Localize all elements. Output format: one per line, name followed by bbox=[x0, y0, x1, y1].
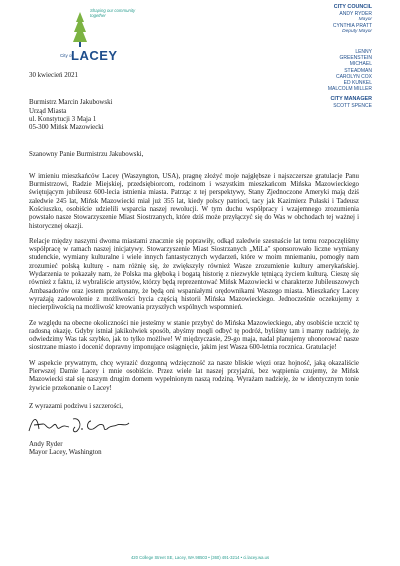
council-heading: CITY COUNCIL bbox=[333, 4, 372, 10]
logo-city-of: City of bbox=[60, 53, 73, 58]
council-member: MICHAEL bbox=[349, 61, 372, 68]
letter-paragraph: Relacje między naszymi dwoma miastami znacznie się poprawiły, odkąd zaledwie szesnaście lat temu rozpoczęliśmy współpracę w ramach naszej inicjatywy. Stowarzyszenie Miast Siostrzanych „MiLa" sponsorowało liczne wymiany studenckie, wymiany kulturalne i wiele innych fantastycznych wydarzeń, które w moim mniemaniu, pomogły nam zrozumieć polską kulturę - nam różnię się, że zwiększyły również Wasze zrozumienie kultury amerykańskiej. Wydarzenia te pokazały nam, że Polska ma głęboką i bogatą historię z niezwykle tętniącą życiem kulturą. Cieszę się również z faktu, iż wybraliście artystów, którzy będą reprezentować Mińsk Mazowiecki w charakterze Jubileuszowych Ambasadorów oraz jestem przekonany, że będą oni wspaniałymi orędownikami Waszego miasta. Mieszkańcy Lacey wyrażają zadowolenie z możliwości bycia częścią historii Mińska Mazowieckiego. Jednocześnie oczekujemy z niecierpliwością na możliwość kreowania przyszłych wspólnych wspomnień. bbox=[29, 237, 359, 312]
letter-paragraph: W imieniu mieszkańców Lacey (Waszyngton, USA), pragnę złożyć moje najgłębsze i najszczersze gratulacje Panu Burmistrzowi, Radzie Miejskiej, przedsiębiorcom, rodzinom i wszystkim mieszkańcom Mińska Mazowieckiego świętującym jubileusz 600-lecia istnienia miasta. Patrząc z tej perspektywy, Stany Zjednoczone Ameryki mają dziś zaledwie 245 lat, Mińsk Mazowiecki miał już 355 lat, kiedy polscy patrioci, tacy jak Kazimierz Pułaski i Tadeusz Kościuszko, osobiście udzielili wsparcia naszej rewolucji. W tym duchu współpracy i wzajemnego zrozumienia powstało nasze Stowarzyszenie Miast Siostrzanych, które dziś może przyłączyć się do Was w obchodach tej ważnej i historycznej okazji. bbox=[29, 172, 359, 230]
tree-logo-icon bbox=[72, 10, 88, 48]
council-member: GREENSTEIN bbox=[339, 55, 372, 62]
mayor-title: Mayor bbox=[358, 16, 372, 22]
deputy-mayor-name: CYNTHIA PRATT bbox=[332, 22, 372, 29]
recipient-line: ul. Konstytucji 3 Maja 1 bbox=[29, 115, 97, 123]
handwritten-signature bbox=[25, 413, 135, 437]
footer-contact: 420 College Street SE, Lacey, WA 98503 • (360) 491-3214 • ci.lacey.wa.us bbox=[130, 555, 270, 560]
council-member: ED KUNKEL bbox=[343, 79, 372, 86]
letter-paragraph: Ze względu na obecne okoliczności nie jesteśmy w stanie przybyć do Mińska Mazowieckiego, aby osobiście uczcić tę radosną okazję. Gdyby istniał jakikolwiek sposób, abyśmy mogli odbyć tę podróż, byliśmy tam i mamy nadzieję, że odwiedzimy Was tak szybko, jak to tylko możliwe! W międzyczasie, 29-go maja, nadal planujemy uhonorować nasze siostrzane miasto i docenić dopravny imponujące osiągnięcie, jakim jest Wasza 600-letnia rocznica. Gratulacje! bbox=[29, 319, 359, 352]
council-member: STEADMAN bbox=[344, 67, 372, 74]
signer-name: Andy Ryder bbox=[29, 440, 63, 448]
city-logo bbox=[28, 8, 136, 63]
letter-body bbox=[29, 72, 359, 457]
recipient-address bbox=[29, 99, 359, 132]
mayor-name: ANDY RYDER bbox=[339, 10, 372, 17]
letter-greeting: Szanowny Panie Burmistrzu Jakubowski, bbox=[29, 151, 144, 159]
manager-heading: CITY MANAGER bbox=[330, 96, 372, 103]
council-member: MALCOLM MILLER bbox=[327, 86, 372, 93]
recipient-line: Urząd Miasta bbox=[29, 107, 67, 115]
letter-closing: Z wyrazami podziwu i szczerości, bbox=[29, 402, 123, 410]
recipient-line: Burmistrz Marcin Jakubowski bbox=[29, 99, 113, 107]
council-member: LENNY bbox=[355, 48, 372, 55]
council-member: CAROLYN COX bbox=[335, 73, 372, 80]
deputy-mayor-title: Deputy Mayor bbox=[342, 28, 372, 34]
manager-name: SCOTT SPENCE bbox=[333, 102, 372, 109]
letter-date: 30 kwiecień 2021 bbox=[29, 72, 78, 79]
recipient-line: 05-300 Mińsk Mazowiecki bbox=[29, 124, 104, 132]
logo-tagline: Shaping our community together bbox=[90, 8, 136, 18]
signer-title: Mayor Lacey, Washington bbox=[29, 448, 102, 456]
letter-paragraph: W aspekcie prywatnym, chcę wyrazić dozgonną wdzięczność za nasze bliskie więzi oraz hojność, jaką okazaliście Pierwszej Damie Lacey i mnie osobiście. Przez wiele lat naszej przyjaźni, bez wątpienia czujemy, że Mińsk Mazowiecki stał się naszym drugim domem wypełnionym naszą rodziną. Wyrażam nadzieję, że w identycznym tonie żywicie przekonanie o Lacey! bbox=[29, 359, 359, 392]
logo-city-name: LACEY bbox=[71, 48, 118, 63]
